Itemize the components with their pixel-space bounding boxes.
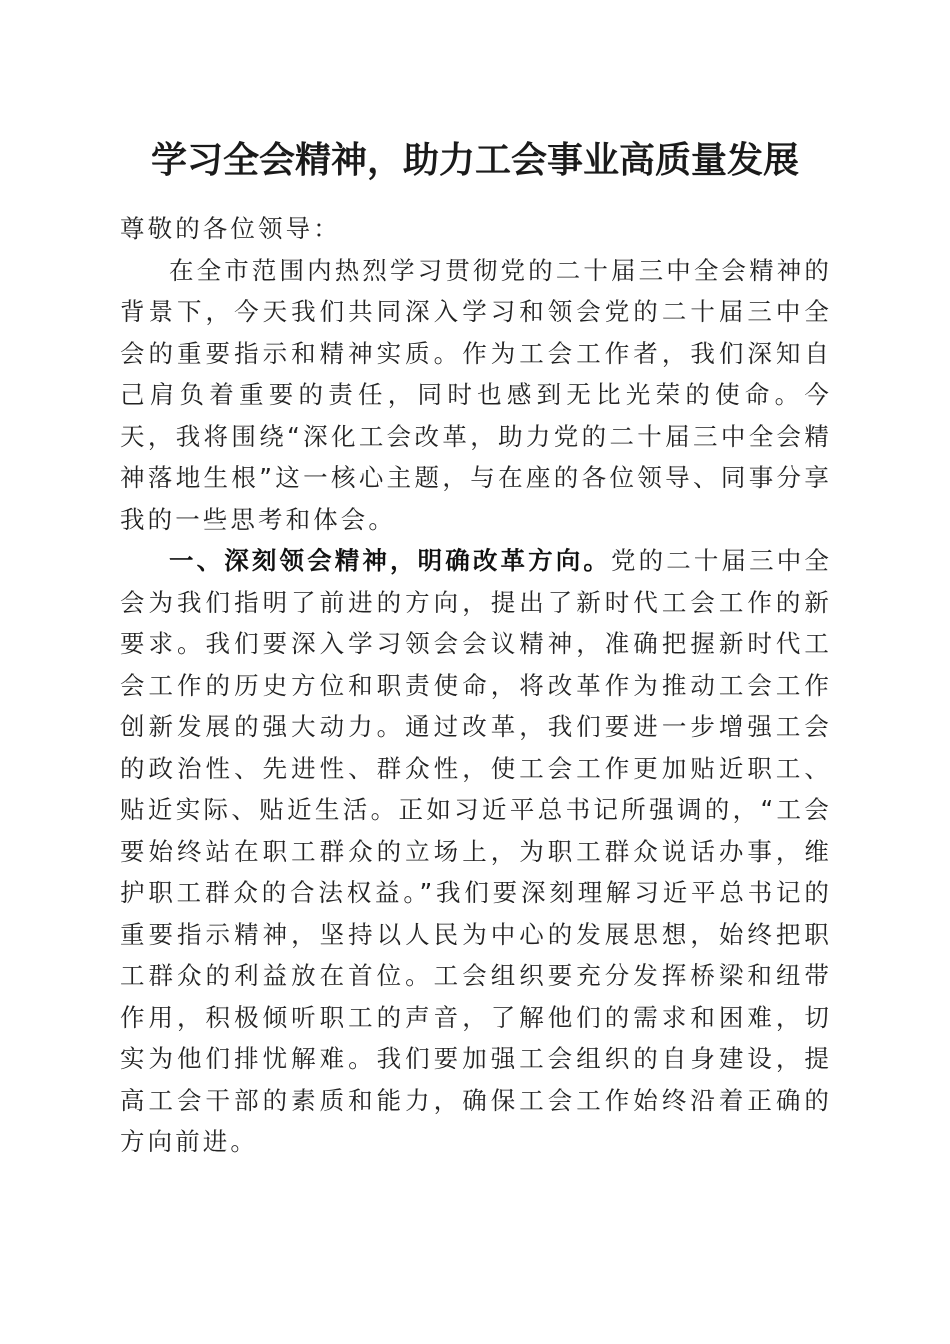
paragraph-section-1 [120, 540, 832, 1163]
document-title: 学习全会精神，助力工会事业高质量发展 [150, 139, 799, 181]
salutation: 尊敬的各位领导： [120, 214, 341, 243]
section-1-text: 党的二十届三中全会为我们指明了前进的方向，提出了新时代工会工作的新要求。我们要深入学习领会会议精神，准确把握新时代工会工作的历史方位和职责使命，将改革作为推动工会工作创新发展的强大动力。通过改革，我们要进一步增强工会的政治性、先进性、群众性，使工会工作更加贴近职工、贴近实际、贴近生活。正如习近平总书记所强调的，“工会要始终站在职工群众的立场上，为职工群众说话办事，维护职工群众的合法权益。”我们要深刻理解习近平总书记的重要指示精神，坚持以人民为中心的发展思想，始终把职工群众的利益放在首位。工会组织要充分发挥桥梁和纽带作用，积极倾听职工的声音，了解他们的需求和困难，切实为他们排忧解难。我们要加强工会组织的自身建设，提高工会干部的素质和能力，确保工会工作始终沿着正确的方向前进。 [120, 546, 832, 1156]
document-body [120, 208, 832, 1163]
paragraph-intro: 在全市范围内热烈学习贯彻党的二十届三中全会精神的背景下，今天我们共同深入学习和领会党的二十届三中全会的重要指示和精神实质。作为工会工作者，我们深知自己肩负着重要的责任，同时也感到无比光荣的使命。今天，我将围绕“深化工会改革，助力党的二十届三中全会精神落地生根”这一核心主题，与在座的各位领导、同事分享我的一些思考和体会。 [120, 255, 832, 534]
section-1-heading: 一、深刻领会精神，明确改革方向。 [169, 546, 612, 575]
